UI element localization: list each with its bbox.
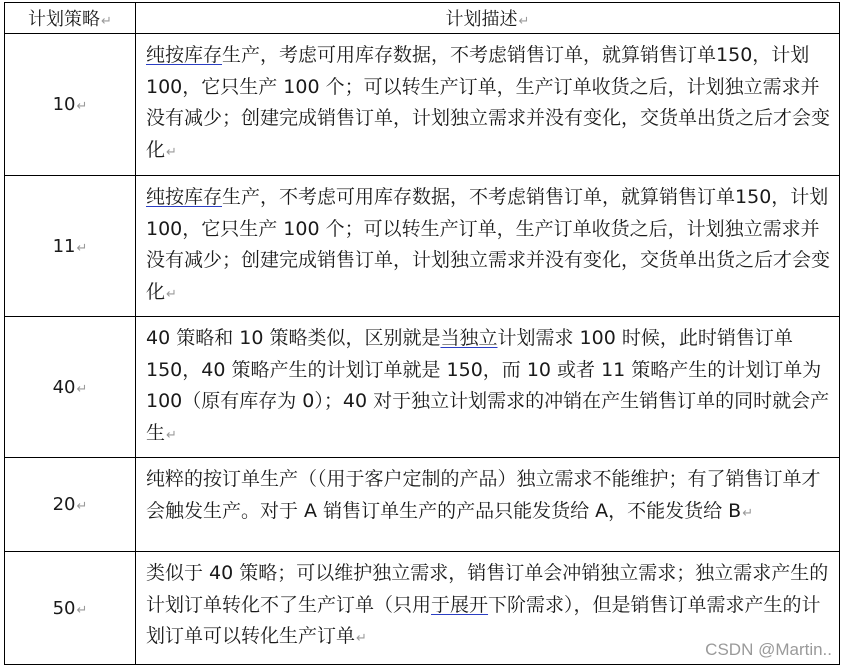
paragraph-mark-icon: ↵ xyxy=(101,14,112,29)
table-row xyxy=(5,458,840,552)
desc-underlined-text: 于展开 xyxy=(431,593,489,616)
header-row xyxy=(5,3,840,34)
paragraph-mark-icon: ↵ xyxy=(76,381,88,397)
header-strategy xyxy=(5,3,136,34)
desc-underlined-text: 纯按库存 xyxy=(146,186,223,208)
desc-text: 计划需求 100 时候，此时销售订单 150，40 策略产生的计划订单就是 150，而 10 或者 11 策略产生的计划订单为 100（原有库存为 0）；40 对于独立计划需求的冲销在产生销售订单的同时就会产生 xyxy=(146,327,830,444)
strategy-description xyxy=(136,176,840,317)
paragraph-mark-icon: ↵ xyxy=(76,602,88,618)
strategy-code-text: 20 xyxy=(52,494,76,515)
paragraph-mark-icon: ↵ xyxy=(742,505,754,521)
paragraph-mark-icon: ↵ xyxy=(166,144,177,160)
paragraph-mark-icon: ↵ xyxy=(76,499,88,514)
header-strategy-label: 计划策略 xyxy=(28,9,101,30)
paragraph-mark-icon: ↵ xyxy=(76,240,88,256)
paragraph-mark-icon: ↵ xyxy=(356,631,367,646)
desc-text: 纯粹的按订单生产（（用于客户定制的产品）独立需求不能维护；有了销售订单才会触发生产。对于 A 销售订单生产的产品只能发货给 A，不能发货给 B xyxy=(146,468,821,522)
desc-underlined-text: 纯按库存 xyxy=(146,44,223,66)
desc-text: 类似于 40 策略；可以维护独立需求，销售订单会冲销独立需求；独立需求产生的计划订单转化不了生产订单（只用 xyxy=(146,562,829,616)
strategy-code xyxy=(5,552,136,665)
strategy-code-text: 40 xyxy=(52,376,76,398)
desc-text: 下阶需求），但是销售订单需求产生的计划订单可以转化生产订单 xyxy=(146,593,821,647)
planning-strategy-table xyxy=(4,2,840,665)
strategy-code xyxy=(5,317,136,458)
table-row xyxy=(5,176,840,317)
strategy-description xyxy=(136,317,840,458)
csdn-watermark: CSDN @Martin.. xyxy=(705,640,832,659)
desc-text: 生产，不考虑可用库存数据，不考虑销售订单，就算销售订单150，计划 100，它只生产 100 个；可以转生产订单，生产订单收货之后，计划独立需求并没有减少；创建完成销售订单，计划独立需求并没有变化，交货单出货之后才会变化 xyxy=(146,186,831,303)
desc-underlined-text: 当独立 xyxy=(440,327,498,349)
paragraph-mark-icon: ↵ xyxy=(76,99,88,114)
strategy-description xyxy=(136,34,840,176)
header-description-label: 计划描述 xyxy=(445,9,518,30)
strategy-code-text: 50 xyxy=(52,597,76,619)
desc-text: 生产，考虑可用库存数据，不考虑销售订单，就算销售订单150，计划 100，它只生产 100 个；可以转生产订单，生产订单收货之后，计划独立需求并没有减少；创建完成销售订单，计划独立需求并没有变化，交货单出货之后才会变化 xyxy=(146,44,831,161)
table-row xyxy=(5,34,840,176)
strategy-code xyxy=(5,458,136,552)
strategy-code xyxy=(5,34,136,176)
header-description xyxy=(136,3,840,34)
paragraph-mark-icon: ↵ xyxy=(166,427,177,443)
strategy-code-text: 10 xyxy=(52,94,76,115)
strategy-code xyxy=(5,176,136,317)
strategy-code-text: 11 xyxy=(52,235,76,257)
table-row xyxy=(5,317,840,458)
desc-text: 40 策略和 10 策略类似，区别就是 xyxy=(146,327,441,349)
paragraph-mark-icon: ↵ xyxy=(518,14,530,29)
paragraph-mark-icon: ↵ xyxy=(166,286,177,302)
strategy-description xyxy=(136,458,840,552)
